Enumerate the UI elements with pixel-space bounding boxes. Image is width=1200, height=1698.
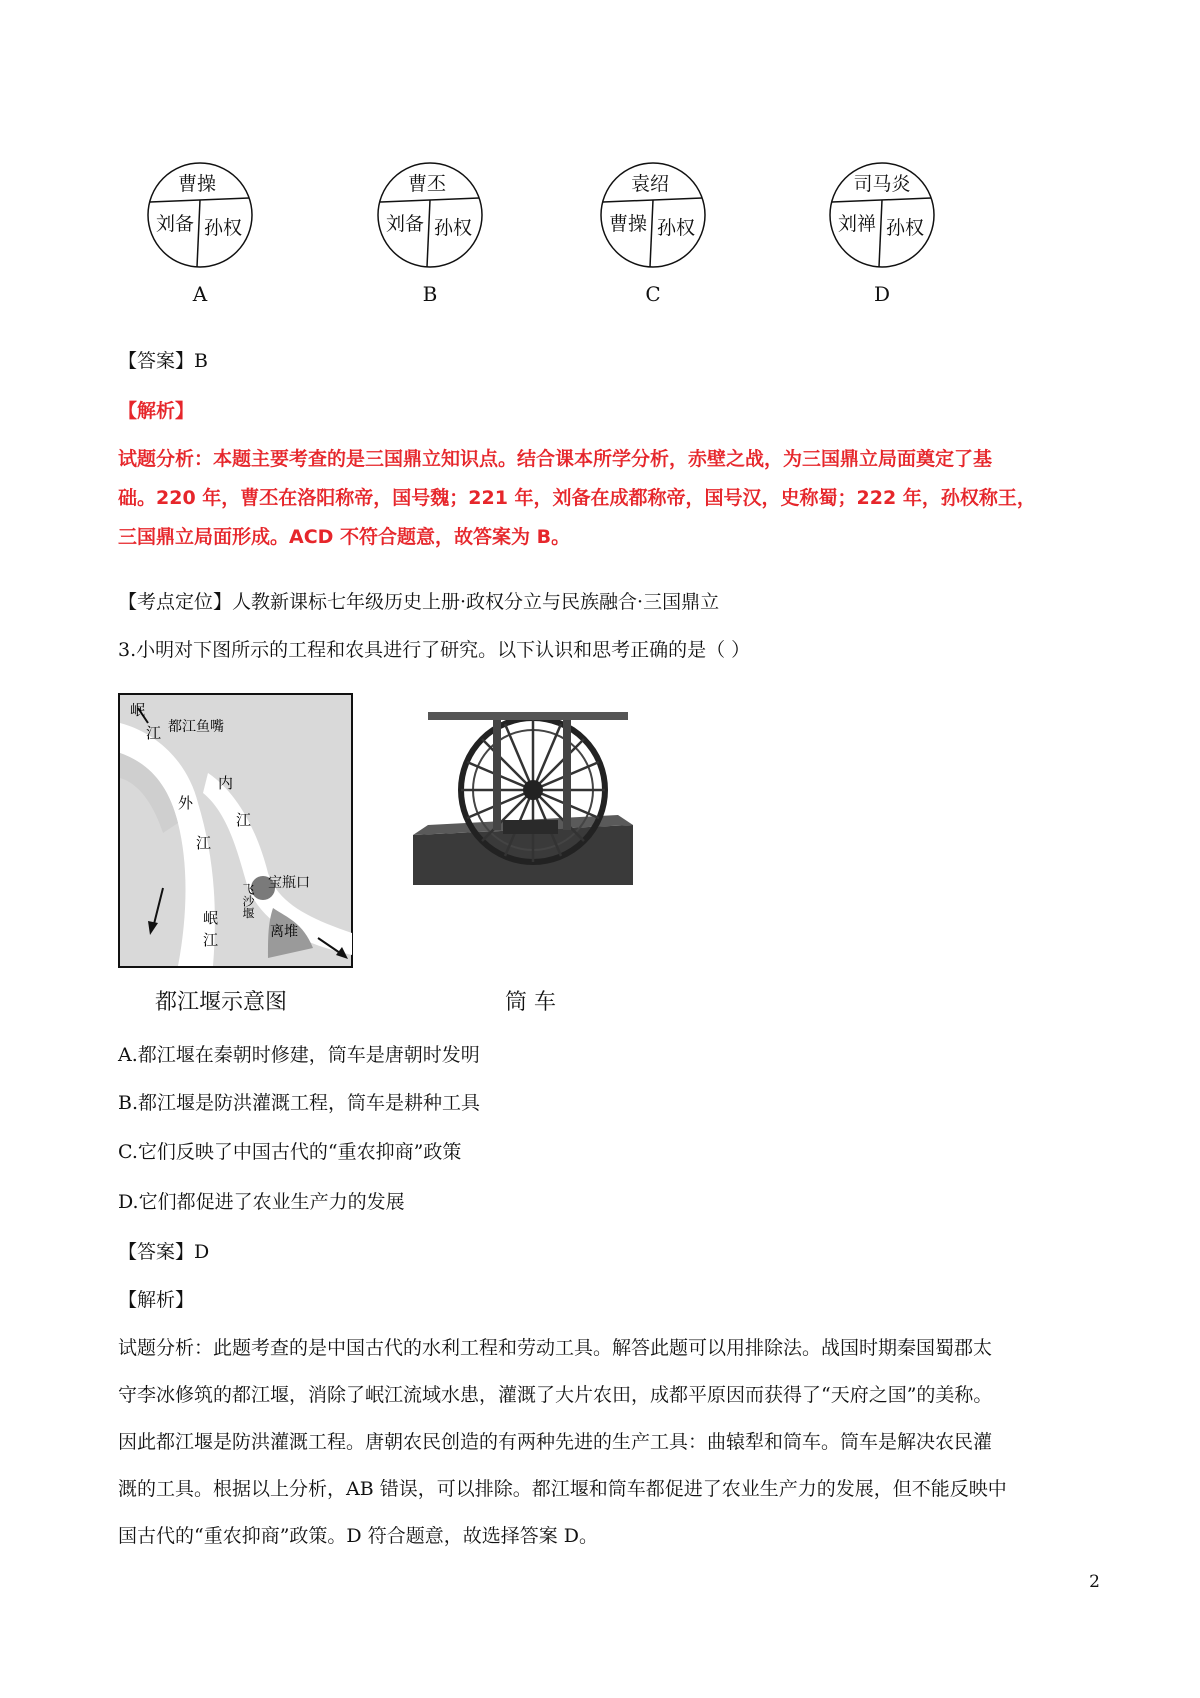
q3-analysis-line: 试题分析：此题考查的是中国古代的水利工程和劳动工具。解答此题可以用排除法。战国时期秦国蜀郡太 [118, 1337, 993, 1359]
pie-diagram-c [598, 160, 708, 270]
map-label: 江 [236, 811, 252, 829]
q2-answer: 【答案】B [118, 350, 208, 372]
pie-right-text: 孙权 [203, 217, 243, 239]
q3-option-c: C.它们反映了中国古代的“重农抑商”政策 [118, 1141, 462, 1163]
option-label: C [645, 282, 661, 306]
wheel-caption: 筒 车 [505, 990, 556, 1015]
q2-analysis-line: 试题分析：本题主要考查的是三国鼎立知识点。结合课本所学分析，赤壁之战，为三国鼎立局面奠定了基 [118, 448, 993, 470]
pie-left-text: 刘备 [155, 213, 195, 235]
pie-top-text: 袁绍 [630, 173, 670, 195]
map-label: 都江鱼嘴 [168, 719, 224, 735]
map-label: 江 [146, 724, 162, 742]
page-number: 2 [1089, 1572, 1100, 1592]
pie-right-text: 孙权 [433, 217, 473, 239]
map-label: 离堆 [270, 924, 298, 940]
dujiangyan-map [118, 693, 353, 968]
map-label: 飞沙堰 [241, 883, 255, 919]
option-figure-a [125, 160, 275, 306]
option-label: D [873, 282, 891, 306]
map-label: 岷 [130, 701, 146, 719]
pie-left-text: 曹操 [608, 213, 648, 235]
option-figure-b [355, 160, 505, 306]
q2-analysis-line: 础。220 年，曹丕在洛阳称帝，国号魏；221 年，刘备在成都称帝，国号汉，史称蜀；222 年，孙权称王， [118, 487, 1036, 509]
pie-left-text: 刘禅 [837, 213, 877, 235]
q3-analysis [118, 1325, 1088, 1560]
pie-left-text: 刘备 [385, 213, 425, 235]
map-caption: 都江堰示意图 [155, 990, 288, 1015]
q3-option-b: B.都江堰是防洪灌溉工程，筒车是耕种工具 [118, 1092, 481, 1114]
pie-top-text: 曹操 [177, 173, 217, 195]
q2-kaodian: 【考点定位】人教新课标七年级历史上册·政权分立与民族融合·三国鼎立 [118, 591, 720, 613]
map-label: 岷 [203, 909, 219, 927]
pie-diagram-b [375, 160, 485, 270]
water-wheel-image [413, 710, 633, 885]
q3-analysis-line: 因此都江堰是防洪灌溉工程。唐朝农民创造的有两种先进的生产工具：曲辕犁和筒车。筒车是解决农民灌 [118, 1431, 993, 1453]
q3-option-d: D.它们都促进了农业生产力的发展 [118, 1191, 405, 1213]
q3-analysis-line: 国古代的“重农抑商”政策。D 符合题意，故选择答案 D。 [118, 1525, 598, 1547]
q3-analysis-line: 守李冰修筑的都江堰，消除了岷江流域水患，灌溉了大片农田，成都平原因而获得了“天府之国”的美称。 [118, 1384, 993, 1406]
pie-right-text: 孙权 [656, 217, 696, 239]
q3-option-a: A.都江堰在秦朝时修建，筒车是唐朝时发明 [118, 1044, 480, 1066]
q3-answer: 【答案】D [118, 1241, 210, 1263]
q3-analysis-line: 溉的工具。根据以上分析，AB 错误，可以排除。都江堰和筒车都促进了农业生产力的发展，但不能反映中 [118, 1478, 1007, 1500]
pie-diagram-a [145, 160, 255, 270]
q2-analysis [118, 440, 1088, 557]
q2-analysis-line: 三国鼎立局面形成。ACD 不符合题意，故答案为 B。 [118, 526, 571, 548]
pie-right-text: 孙权 [885, 217, 925, 239]
option-label: B [422, 282, 438, 306]
map-label: 江 [203, 931, 219, 949]
q3-analysis-title: 【解析】 [118, 1289, 195, 1311]
pie-top-text: 曹丕 [407, 173, 447, 195]
option-figure-c [578, 160, 728, 306]
map-label: 宝瓶口 [268, 875, 310, 891]
q3-question: 3.小明对下图所示的工程和农具进行了研究。以下认识和思考正确的是（ ） [118, 639, 751, 661]
map-label: 内 [218, 774, 234, 792]
q2-analysis-title: 【解析】 [118, 400, 195, 422]
pie-diagram-d [827, 160, 937, 270]
map-label: 江 [196, 834, 212, 852]
option-figure-d [807, 160, 957, 306]
pie-top-text: 司马炎 [853, 173, 911, 195]
map-label: 外 [178, 794, 194, 812]
option-label: A [192, 282, 208, 306]
